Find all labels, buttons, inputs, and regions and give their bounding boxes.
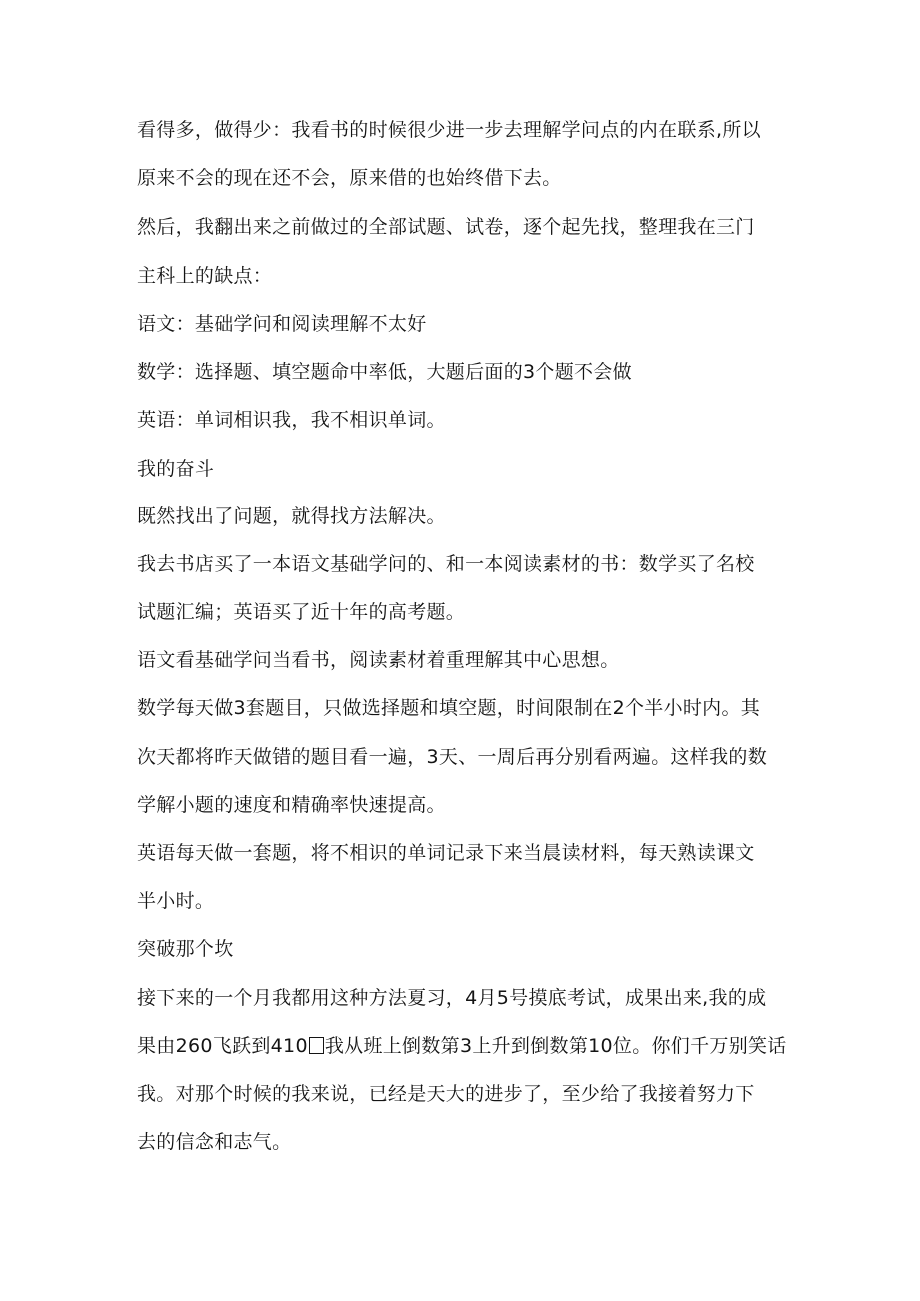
- paragraph-line: 然后，我翻出来之前做过的全部试题、试卷，逐个起先找，整理我在三门: [137, 216, 755, 238]
- paragraph-line: 看得多，做得少：我看书的时候很少进一步去理解学问点的内在联系,所以: [137, 119, 761, 141]
- paragraph-line: 试题汇编；英语买了近十年的高考题。: [137, 601, 466, 623]
- paragraph-line: 数学每天做3套题目，只做选择题和填空题，时间限制在2个半小时内。其: [137, 697, 761, 719]
- paragraph-line: 去的信念和志气。: [137, 1131, 292, 1153]
- paragraph-line: 半小时。: [137, 890, 215, 912]
- paragraph-line: 我去书店买了一本语文基础学问的、和一本阅读素材的书：数学买了名校: [137, 553, 755, 575]
- section-heading: 我的奋斗: [137, 458, 215, 480]
- paragraph-line: 我。对那个时候的我来说，已经是天大的进步了，至少给了我接着努力下: [137, 1083, 755, 1105]
- paragraph-line: 学解小题的速度和精确率快速提高。: [137, 794, 446, 816]
- paragraph-line: 原来不会的现在还不会，原来借的也始终借下去。: [137, 167, 562, 189]
- line-text-before-box: 果由260飞跃到410: [137, 1035, 308, 1057]
- paragraph-line: 英语每天做一套题，将不相识的单词记录下来当晨读材料，每天熟读课文: [137, 842, 755, 864]
- paragraph-line: 主科上的缺点：: [137, 265, 273, 287]
- paragraph-line: 数学：选择题、填空题命中率低，大题后面的3个题不会做: [137, 361, 632, 383]
- paragraph-line: 次天都将昨天做错的题目看一遍，3天、一周后再分别看两遍。这样我的数: [137, 746, 767, 768]
- section-heading: 突破那个坎: [137, 938, 234, 960]
- paragraph-line: 英语：单词相识我，我不相识单词。: [137, 409, 446, 431]
- paragraph-line: 语文：基础学问和阅读理解不太好: [137, 313, 427, 335]
- missing-glyph-box: [309, 1037, 324, 1054]
- paragraph-line: 既然找出了问题，就得找方法解决。: [137, 505, 446, 527]
- paragraph-line: 接下来的一个月我都用这种方法夏习，4月5号摸底考试，成果出来,我的成: [137, 987, 767, 1009]
- line-text-after-box: 我从班上倒数第3上升到倒数第10位。你们千万别笑话: [324, 1035, 787, 1057]
- paragraph-line: [137, 1034, 787, 1058]
- paragraph-line: 语文看基础学问当看书，阅读素材着重理解其中心思想。: [137, 649, 620, 671]
